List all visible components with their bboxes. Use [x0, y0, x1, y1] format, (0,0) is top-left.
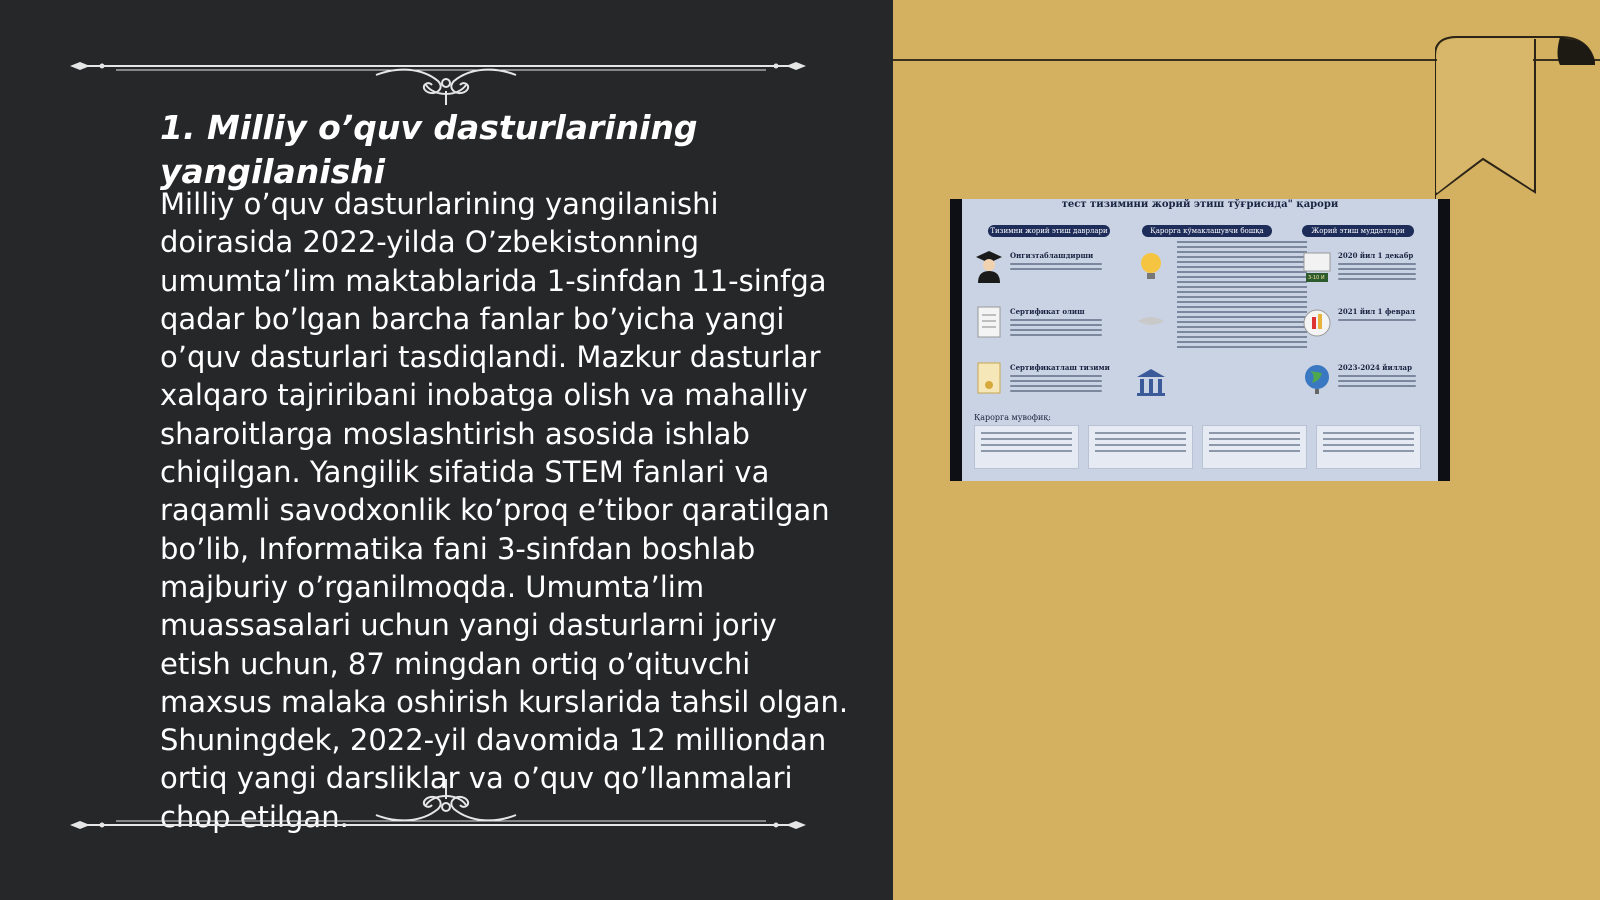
infographic-middle-text	[1177, 241, 1307, 351]
infographic-header-3: Жорий этиш муддатлари	[1302, 225, 1414, 237]
bottom-ornament-divider	[66, 775, 826, 835]
infographic-badge: 3-10 И	[1308, 275, 1325, 281]
infographic-content	[962, 199, 1438, 481]
infographic-box	[1202, 425, 1307, 469]
top-ornament-divider	[66, 45, 826, 105]
infographic-header-1: Тизимни жорий этиш даврлари	[988, 225, 1110, 237]
infographic-item-title: 2020 йил 1 декабр	[1338, 251, 1414, 260]
slide-title: 1. Milliy o’quv dasturlarining yangilanishi	[160, 108, 698, 191]
infographic-item-title: Сертификатлаш тизими	[1010, 363, 1110, 372]
infographic-box	[1088, 425, 1193, 469]
infographic-image	[950, 199, 1450, 481]
infographic-item	[974, 245, 1144, 301]
infographic-item	[1302, 357, 1432, 413]
infographic-item	[1302, 245, 1432, 301]
graduate-icon	[974, 249, 1004, 283]
infographic-qaror-label: Қарорга мувофиқ:	[974, 413, 1051, 422]
infographic-item	[974, 301, 1144, 357]
certificate-icon	[974, 361, 1004, 395]
slide-body-text: Milliy o’quv dasturlarining yangilanishi doirasida 2022-yilda O’zbekistonning umumta’lim maktablarida 1-sinfdan 11-sinfga qadar bo’lgan barcha fanlar bo’yicha yangi o’quv dasturlari tasdiqlandi. Mazkur dasturlar xalqaro tajriribani inobatga olish va mahalliy sharoitlarga moslashtirish asosida ishlab chiqilgan. Yangilik sifatida STEM fanlari va raqamli savodxonlik ko’proq e’tibor qaratilgan bo’lib, Informatika fani 3-sinfdan boshlab majburiy o’rganilmoqda. Umumta’lim muassasalari uchun yangi dasturlarni joriy etish uchun, 87 mingdan ortiq o’qituvchi maxsus malaka oshirish kurslarida tahsil olgan. Shuningdek, 2022-yil davomida 12 milliondan ortiq yangi darsliklar va o’quv qo’llanmalari chop etilgan.	[160, 187, 849, 834]
infographic-item	[974, 357, 1144, 413]
infographic-title: тест тизимини жорий этиш тўғрисида" қарори	[1061, 199, 1339, 210]
infographic-box	[1316, 425, 1421, 469]
infographic-center-icons	[1134, 245, 1168, 405]
infographic-item	[1302, 301, 1432, 357]
infographic-item-title: Сертификат олиш	[1010, 307, 1085, 316]
infographic-item-title: Онгизтаблашдирши	[1010, 251, 1094, 260]
lab-flask-icon	[1302, 305, 1332, 339]
document-icon	[974, 305, 1004, 339]
infographic-header-2: Қарорга кўмаклашувчи бошқа	[1142, 225, 1272, 237]
globe-icon	[1302, 361, 1332, 395]
infographic-box	[974, 425, 1079, 469]
infographic-item-title: 2021 йил 1 феврал	[1338, 307, 1415, 316]
bookmark-ribbon-icon	[1435, 35, 1595, 200]
infographic-item-title: 2023-2024 йиллар	[1338, 363, 1412, 372]
